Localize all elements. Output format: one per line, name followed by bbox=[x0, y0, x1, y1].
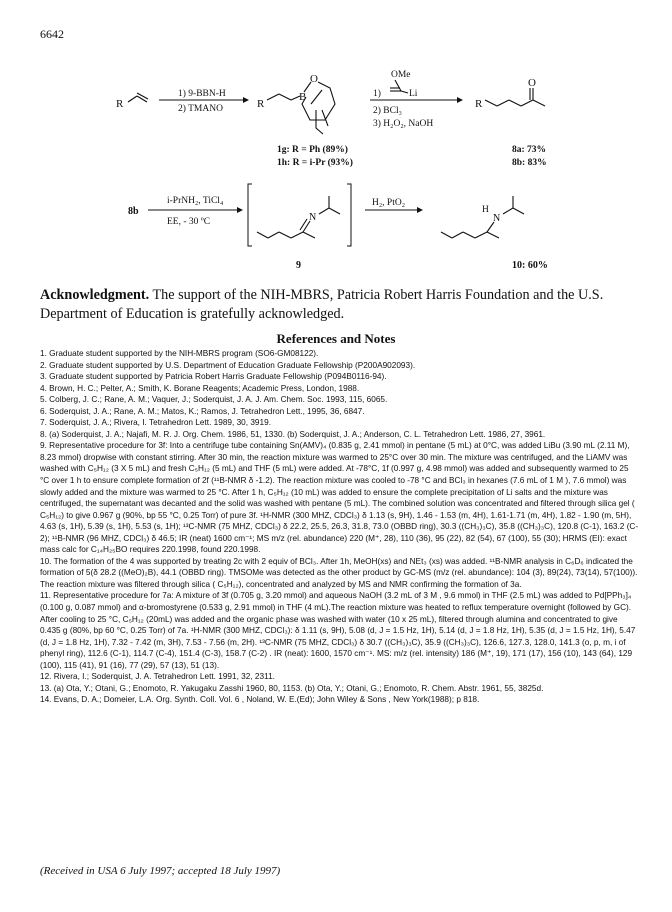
imine-structure bbox=[257, 196, 340, 238]
reference-item: 3. Graduate student supported by Patricia Robert Harris Graduate Fellowship (P094B0116-94). bbox=[40, 372, 387, 382]
reference-item: 14. Evans, D. A.; Domeier, L.A. Org. Synth. Coll. Vol. 6 , Noland, W. E.(Ed); John Wiley & Sons , New York(1988); p 818. bbox=[40, 695, 480, 705]
bracket-right bbox=[347, 184, 351, 246]
ketone-o-label: O bbox=[528, 77, 536, 89]
alkene-structure bbox=[128, 93, 148, 102]
reference-item: 8. (a) Soderquist, J. A.; Najafi, M. R. J. Org. Chem. 1986, 51, 1330. (b) Soderquist, J. A.; Anderson, C. L. Tetrahedron Lett. 1986, 27, 3961. bbox=[40, 429, 546, 439]
step2-reagent-2: 2) BCl₃ bbox=[373, 106, 402, 116]
product-8b-label: 8b: 83% bbox=[512, 158, 547, 168]
amine-n-label: N bbox=[493, 213, 501, 224]
reagent-9bbn: 1) 9-BBN-H bbox=[178, 89, 226, 99]
reference-item: 10. The formation of the 4 was supported by treating 2c with 2 equiv of BCl₃. After 1h, MeOH(xs) and NEt₃ (xs) was added. ¹¹B-NMR analysis in C₆D₆ indicated the formation of 5(δ 28.2 ((MeO)₂B), 44.1 (OBBD ring). TMSOMe was detected as the other product by GC-MS (m/z (rel. abundance): 104 (3), 89(24), 73(14), 57(100)). The reaction mixture was filtered through silica ( C₅H₁₂), concentrated and analyzed by MS and NMR confirming the formation of 3a. bbox=[40, 556, 638, 589]
acknowledgment-text: The support of the NIH-MBRS, Patricia Robert Harris Foundation and the U.S. Department of Education is gratefully acknowledged. bbox=[40, 287, 604, 322]
amine-structure bbox=[441, 196, 524, 238]
received-note: (Received in USA 6 July 1997; accepted 18 July 1997) bbox=[40, 865, 281, 877]
imine-n-label: N bbox=[309, 212, 317, 223]
borinate-o-label: O bbox=[310, 73, 318, 85]
alkene-r-label: R bbox=[116, 98, 124, 110]
borinate-b-label: B bbox=[299, 91, 307, 103]
acknowledgment-heading: Acknowledgment. bbox=[40, 287, 150, 303]
compound-1g-label: 1g: R = Ph (89%) bbox=[277, 145, 348, 155]
ketone-structure bbox=[485, 88, 545, 106]
reaction-scheme bbox=[0, 50, 672, 280]
reagent-iprnh2: i-PrNH₂, TiCl₄ bbox=[167, 196, 224, 206]
step2-reagent-1: 1) bbox=[373, 89, 381, 99]
references-title: References and Notes bbox=[276, 331, 396, 346]
start-8b-label: 8b bbox=[128, 206, 139, 217]
compound-9-label: 9 bbox=[296, 260, 301, 271]
bracket-left bbox=[248, 184, 252, 246]
compound-10-label: 10: 60% bbox=[512, 260, 548, 271]
reference-item: 1. Graduate student supported by the NIH-MBRS program (SO6-GM08122). bbox=[40, 349, 319, 358]
reference-item: 2. Graduate student supported by U.S. Department of Education Graduate Fellowship (P200A902093). bbox=[40, 360, 416, 370]
reference-item: 4. Brown, H. C.; Pelter, A.; Smith, K. Borane Reagents; Academic Press, London, 1988. bbox=[40, 383, 360, 393]
reagent-h2-pto2: H₂, PtO₂ bbox=[372, 198, 406, 208]
reference-item: 5. Colberg, J. C.; Rane, A. M.; Vaquer, J.; Soderquist, J. A. J. Am. Chem. Soc. 1993, 115, 6065. bbox=[40, 395, 388, 405]
ome-label: OMe bbox=[391, 70, 411, 80]
reference-item: 9. Representative procedure for 3f: Into a centrifuge tube containing Sn(AMV)₄ (0.835 g, 2.41 mmol) in pentane (5 mL) at 0°C, was added LiBu (3.90 mL (2.11 M), 8.23 mmol) dropwise with constant stirring. After 30 min, the reaction mixture was warmed to 25°C over 30 min. The mixture was centrifuged, and the LiAMV was washed with C₅H₁₂ (3 X 5 mL) and fresh C₅H₁₂ (5 mL) and THF (5 mL) were added. At -78°C, 1f (0.997 g, 4.98 mmol) was added and subsequently warmed to 25 °C over 1 h to ensure complete formation of 2f (¹¹B-NMR δ -1.2). The reaction mixture was cooled to -78 °C and BCl₃ in hexanes (7.6 mL of 1 M ), 7.6 mmol) was slowly added and the mixture was warmed to 25 °C. After 1 h, C₅H₁₂ (10 mL) was added to ensure the complete precipitation of Li salts and the mixture was centrifuged, the supernatant was decanted and the solid was washed with pentane (5 mL). The combined solution was concentrated and filtered through silica gel ( C₅H₁₂) to give 0.967 g (90%, bp 55 °C, 0.25 Torr) of pure 3f. ¹H-NMR (300 MHZ, CDCl₃) δ 1.13 (s, 9H), 1.46 - 1.53 (m, 4H), 1.61-1.71 (m, 4H), 1.82 - 1.90 (m, 5H), 4.63 (s, 1H), 5.39 (s, 1H), 5.53 (s, 1H); ¹³C-NMR (75 MHZ, CDCl₃) δ 22.2, 25.5, 26.3, 31.8, 73.0 (OBBD ring), 30.3 ((CH₃)₃C), 35.8 ((CH₃)₃C), 120.8 (C-1), 163.2 (C-2); ¹¹B-NMR (96 MHZ, CDCl₃) δ 46.5; IR (neat) 1600 cm⁻¹; MS m/z (rel. abundance) 220 (M⁺, 28), 110 (36), 95 (22), 82 (54), 67 (100), 55 (30); HRMS (EI): exact mass calc for C₁₄H₂₅BO requires 220.1998, found 220.1998. bbox=[40, 441, 639, 555]
references-list bbox=[40, 348, 640, 706]
reagent-tmano: 2) TMANO bbox=[178, 104, 223, 114]
amine-h-label: H bbox=[482, 205, 489, 215]
reference-item: 11. Representative procedure for 7a: A mixture of 3f (0.705 g, 3.20 mmol) and aqueous NaOH (3.2 mL of 3 M , 9.6 mmol) in THF (2.5 mL) was added to Pd[PPh₃]₄ (0.100 g, 0.087 mmol) and α-bromostyrene (0.533 g, 2.91 mmol) in THF (4 mL).The reaction mixture was heated to reflux temperature overnight (followed by GC). After cooling to 25 °C, C₅H₁₂ (20mL) was added and the organic phase was washed with water (10 x 25 mL), filtered through alumina and concentrated to give 0.435 g (80%, bp 60 °C, 0.25 Torr) of 7a. ¹H-NMR (300 MHZ, CDCl₃): δ 1.11 (s, 9H), 5.08 (d, J = 1.5 Hz, 1H), 5.14 (d, J = 1.8 Hz, 1H), 5.35 (d, J = 1.5 Hz, 1H), 5.47 (d, J = 1.8 Hz, 1H), 7.32 - 7.42 (m, 3H), 7.53 - 7.56 (m, 2H). ¹³C-NMR (75 MHZ, CDCl₃) δ 30.7 ((CH₃)₃C), 35.9 ((CH₃)₃C), 126.6, 127.3, 128.0, 141.3 (o, p, m, i of phenyl ring), 112.6 (C-1), 114.7 (C-4), 151.4 (C-3), 158.7 (C-2) . IR (neat): 1600, 1570 cm⁻¹. MS: m/z (rel. intensity) 186 (M⁺, 19), 171 (17), 156 (10), 143 (64), 129 (100), 115 (41), 91 (16), 77 (29), 57 (13), 51 (13). bbox=[40, 591, 636, 670]
reference-item: 12. Rivera, I.; Soderquist, J. A. Tetrahedron Lett. 1991, 32, 2311. bbox=[40, 672, 275, 682]
li-label: Li bbox=[409, 89, 418, 99]
step2-reagent-3: 3) H₂O₂, NaOH bbox=[373, 119, 434, 129]
product-8a-label: 8a: 73% bbox=[512, 145, 547, 155]
compound-1h-label: 1h: R = i-Pr (93%) bbox=[277, 158, 353, 168]
reference-item: 6. Soderquist, J. A.; Rane, A. M.; Matos, K.; Ramos, J. Tetrahedron Lett., 1995, 36, 6847. bbox=[40, 406, 365, 416]
borinate-structure bbox=[267, 82, 335, 134]
lithio-enol-ether bbox=[390, 80, 408, 93]
reagent-ee: EE, - 30 ºC bbox=[167, 217, 211, 227]
acknowledgment-paragraph bbox=[40, 286, 640, 324]
reference-item: 7. Soderquist, J. A.; Rivera, I. Tetrahedron Lett. 1989, 30, 3919. bbox=[40, 418, 271, 428]
ketone-r-label: R bbox=[475, 98, 483, 110]
page-number: 6642 bbox=[40, 27, 64, 41]
reference-item: 13. (a) Ota, Y.; Otani, G.; Enomoto, R. Yakugaku Zasshi 1960, 80, 1153. (b) Ota, Y.; Otani, G.; Enomoto, R. Chem. Abstr. 1961, 55, 3825d. bbox=[40, 683, 544, 693]
borinate-r-label: R bbox=[257, 98, 265, 110]
